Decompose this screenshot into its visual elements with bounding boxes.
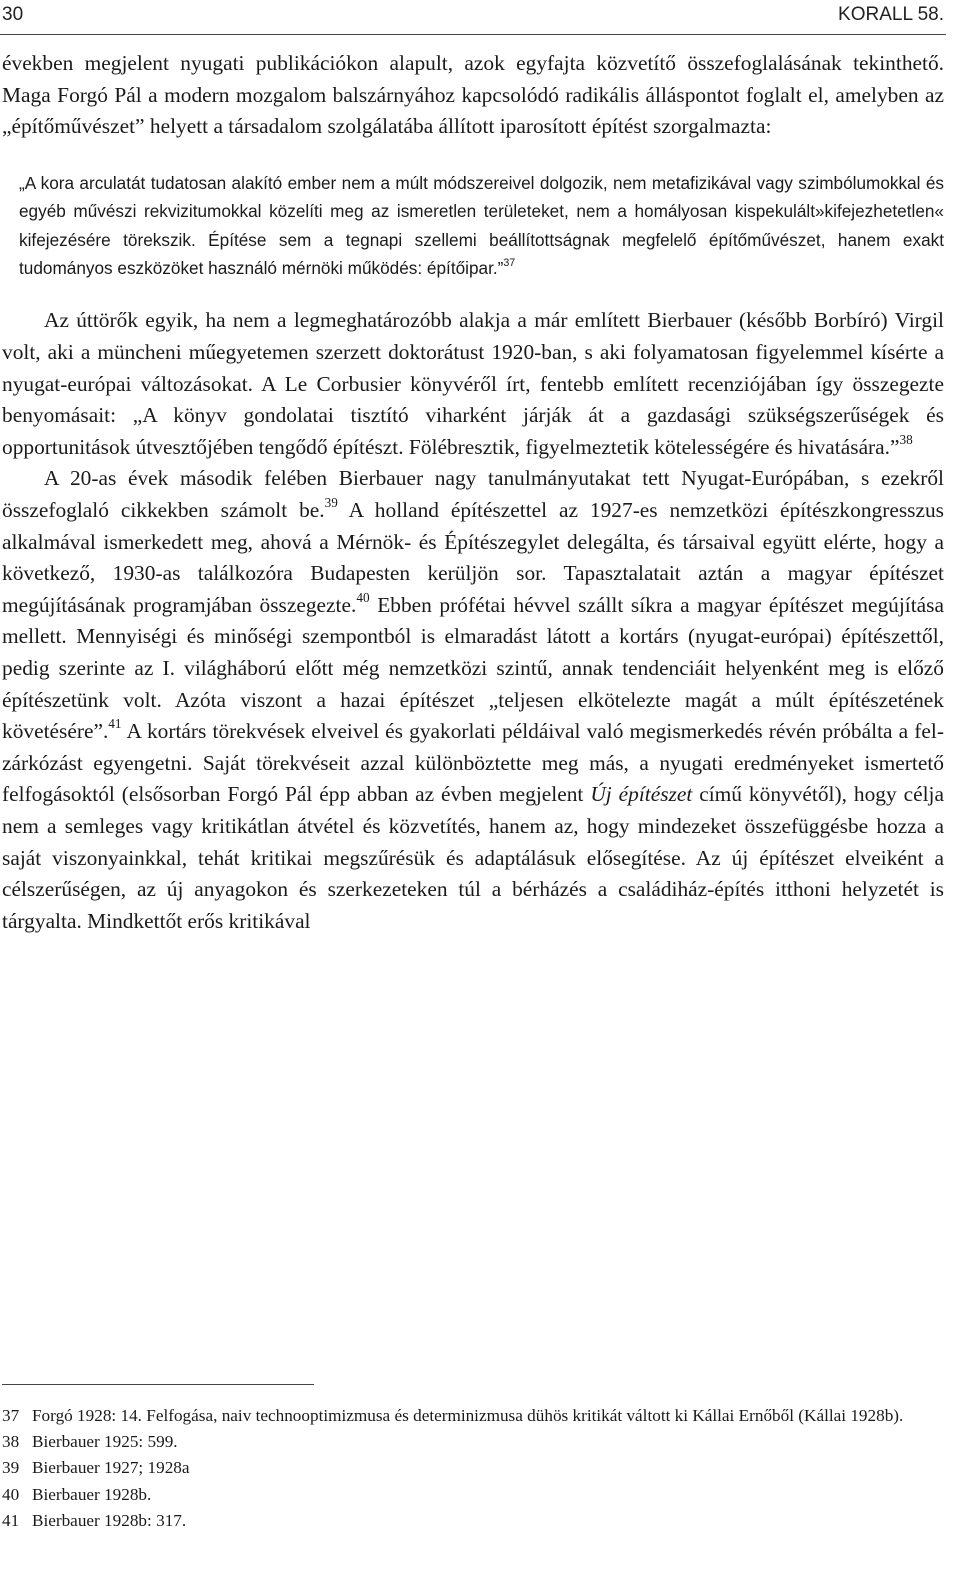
footnote-number: 41: [2, 1510, 20, 1530]
quote-text: „A kora arculatát tudatosan alakító ember nem a múlt módszereivel dolgozik, nem metafizikával vagy szimbólumokkal és egyéb művészi rekvizitumokkal közelíti meg az ismeretlen területeket, nem a homályosan kispekulált»kifejezhetetlen« kifejezésére törekszik. Építése sem a tegnapi szellemi beállítottságnak megfelelő építőművészet, hanem exakt tudományos eszközöket használó mérnöki működés: építőipar.”: [19, 172, 944, 278]
book-title: Új építészet: [590, 782, 693, 807]
paragraph-3-text-c: Ebben prófétai hévvel szállt síkra a magyar építészet megújítása mellett. Mennyiségi és minőségi szempontból is elmaradást látott a kortárs (nyugat-európai) építészettől, pedig szerinte az I. világháború előtt még nemzetközi szintű, annak tendenciáit helyenként meg is előző építészetünk volt. Azóta viszont a hazai építészet „teljesen elkötelezte magát a múlt építészetének követésére”.: [2, 592, 944, 744]
footnote-ref-41: 41: [108, 716, 122, 732]
paragraph-3-text-b: A holland építészettel az 1927-es nemzetközi építészkongresszus alkalmával ismerkedett meg, ahová a Mérnök- és Építészegylet delegálta, és társaival együtt elérte, hogy a következő, 1930-as találkozóra Budapesten kerüljön sor. Tapasztalatait aztán a magyar építészet megújításának programjában összegezte.: [2, 497, 944, 617]
footnote-text: Bierbauer 1927; 1928a: [32, 1458, 190, 1478]
footnote-ref-39: 39: [324, 494, 338, 510]
footnote-number: 39: [2, 1458, 20, 1478]
body-text: [2, 48, 944, 937]
footnote: [2, 1455, 944, 1481]
footnote-ref-40: 40: [356, 589, 370, 605]
footnote-separator: [2, 1384, 314, 1385]
paragraph-3-text-a: A 20-as évek második felében Bierbauer nagy tanulmányutakat tett Nyugat-Európában, s ezekről összefoglaló cikkekben számolt be.: [2, 466, 944, 522]
footnotes: [2, 1384, 944, 1534]
footnote-ref-37: 37: [503, 256, 516, 269]
running-header: [0, 0, 946, 35]
paragraph-3: [2, 463, 944, 937]
paragraph-1: években megjelent nyugati publikációkon alapult, azok egyfajta közvetítő összefoglalásának tekinthető. Maga Forgó Pál a modern mozgalom balszárnyához kapcsolódó radikális álláspontot foglalt el, amelyben az „építőművészet” helyett a társadalom szolgálatába állított iparosított építést szorgalmazta:: [2, 51, 944, 139]
footnote-number: 38: [2, 1432, 20, 1452]
footnote: [2, 1429, 944, 1455]
footnote-text: Bierbauer 1928b: 317.: [32, 1510, 187, 1530]
footnote-number: 37: [2, 1406, 20, 1425]
journal-title: KORALL 58.: [838, 4, 944, 25]
footnote-text: Forgó 1928: 14. Felfogása, naiv technooptimizmusa és determinizmusa dühös kritikát váltott ki Kállai Ernőből (Kállai 1928b).: [32, 1406, 904, 1425]
paragraph-2: [2, 305, 944, 463]
footnote-number: 40: [2, 1484, 20, 1504]
footnote-ref-38: 38: [899, 431, 913, 447]
paragraph-2-text: Az úttörők egyik, ha nem a legmeghatározóbb alakja a már említett Bierbauer (később Borbíró) Virgil volt, aki a müncheni műegyetemen szerzett doktorátust 1920-ban, s aki folyamatosan figyelemmel kísérte a nyugat-európai változásokat. A Le Corbusier könyvéről írt, fentebb említett recenziójában így összegezte benyomásait: „A könyv gondolatai tisztító viharként járják át a gazdasági szükségszerűségek és opportunitások útvesztőjében tengődő építészt. Fölébresztik, figyelmeztetik kötelességére és hivatására.”: [2, 308, 944, 459]
footnote: [2, 1482, 944, 1508]
footnote: [2, 1403, 944, 1429]
footnote-text: Bierbauer 1925: 599.: [32, 1432, 178, 1452]
footnote-text: Bierbauer 1928b.: [32, 1484, 152, 1504]
page-number: 30: [2, 4, 24, 25]
paragraph-3-text-e: című könyvétől), hogy célja nem a semleges vagy kritikátlan átvétel és közvetítés, hanem az, hogy mindezeket összefüggésbe hozza a saját viszonyainkkal, tehát kritikai megszűrésük és adaptálásuk elősegítése. Az új építészet elveiként a célszerűségen, az új anyagokon és szerkezeteken túl a bérházés a családiház-építés itthoni helyzetét is tárgyalta. Mindkettőt erős kritikával: [2, 782, 944, 933]
block-quote: [2, 169, 944, 283]
footnote: [2, 1508, 944, 1534]
paragraph-3-text-d: A kortárs törekvések elveivel és gyakorlati példáival való megismerkedés révén próbálta a felzárkózást egyengetni. Saját törekvéseit azzal különböztette meg más, a nyugati eredményeket ismertető felfogásoktól (elsősorban Forgó Pál épp abban az évben megjelent: [2, 719, 944, 807]
